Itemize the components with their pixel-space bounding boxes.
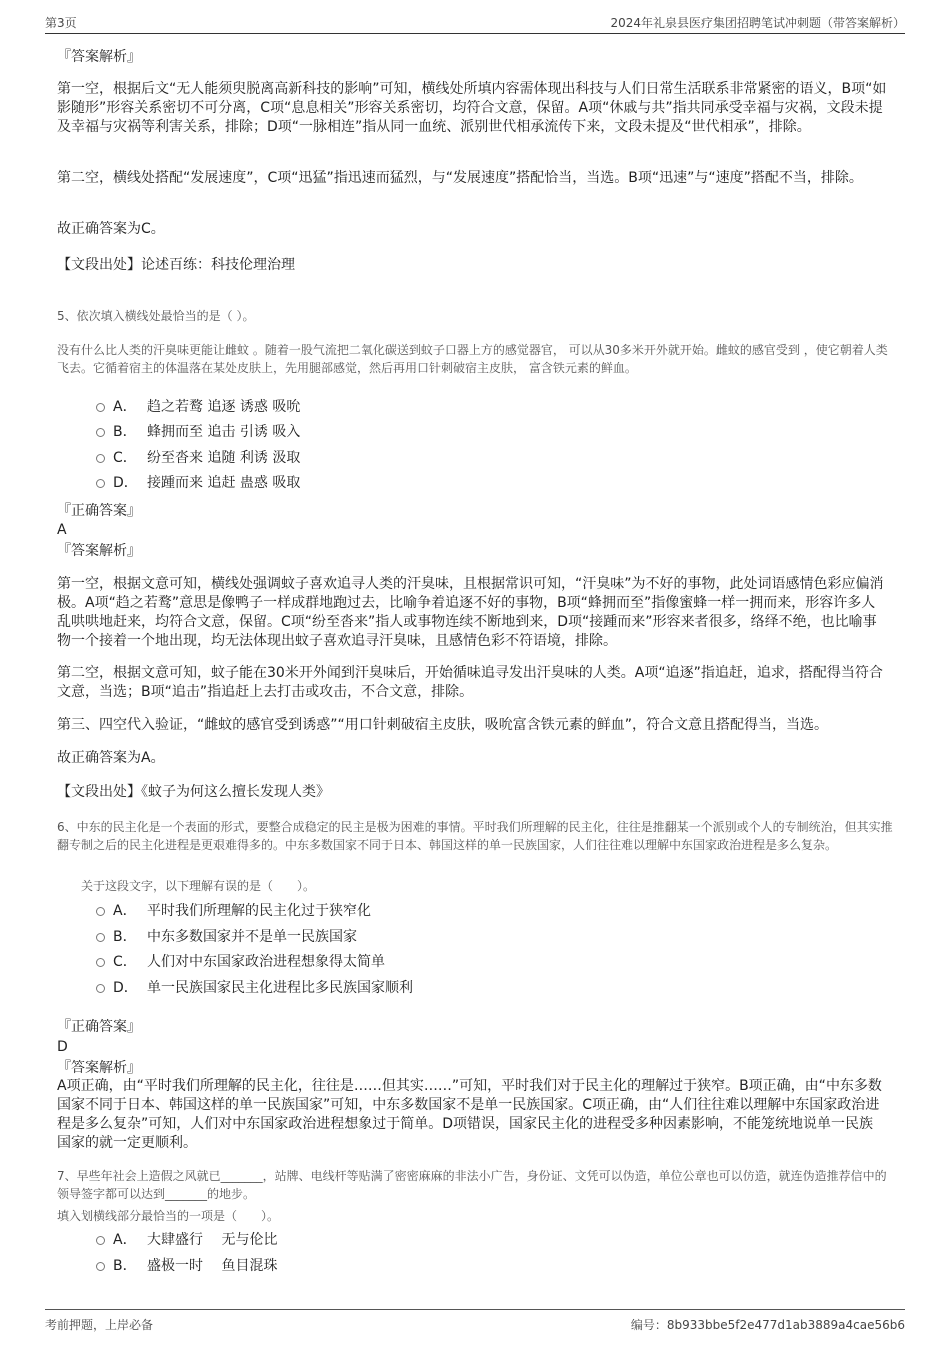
q5-analysis-paragraph: 第一空，根据文意可知，横线处强调蚊子喜欢追寻人类的汗臭味，且根据常识可知，“汗臭味”为不好的事物，此处词语感情色彩应偏消极。A项“趋之若鹜”意思是像鸭子一样成群地跑过去，比喻争着追逐不好的事物，B项“蜂拥而至”指像蜜蜂一样一拥而来，形容许多人乱哄哄地赶来，均符合文意，保留。C项“纷至沓来”指人或事物连续不断地到来，D项“接踵而来”形容来者很多，络绎不绝，也比喻事物一个接着一个地出现，均无法体现出蚊子喜欢追寻汗臭味，且感情色彩不符语境，排除。 bbox=[57, 576, 884, 649]
option-letter: D． bbox=[113, 475, 138, 491]
q4-source: 【文段出处】论述百练：科技伦理治理 bbox=[57, 257, 295, 273]
q4-analysis-paragraph: 第二空，横线处搭配“发展速度”，C项“迅猛”指迅速而猛烈，与“发展速度”搭配恰当，当选。B项“迅速”与“速度”搭配不当，排除。 bbox=[57, 170, 863, 186]
option-letter: B． bbox=[113, 424, 137, 440]
footer-slogan: 考前押题，上岸必备 bbox=[45, 1318, 154, 1332]
q5-option-d[interactable] bbox=[96, 472, 300, 492]
q5-analysis-label: 『答案解析』 bbox=[57, 543, 141, 559]
option-text: 盛极一时 鱼目混珠 bbox=[147, 1258, 278, 1274]
radio-icon[interactable] bbox=[96, 933, 105, 942]
q4-analysis-label: 『答案解析』 bbox=[57, 49, 141, 65]
q5-passage: 没有什么比人类的汗臭味更能让雌蚊 。随着一股气流把二氧化碳送到蚊子口器上方的感觉器官， 可以从30多米开外就开始。雌蚊的感官受到 ，使它朝着人类飞去。它循着宿主的体温落在某处皮肤上，先用腿部感觉，然后再用口针刺破宿主皮肤， 富含铁元素的鲜血。 bbox=[57, 343, 888, 375]
option-letter: C． bbox=[113, 954, 137, 970]
page-number: 第3页 bbox=[45, 16, 77, 30]
radio-icon[interactable] bbox=[96, 1262, 105, 1271]
radio-icon[interactable] bbox=[96, 428, 105, 437]
document-title: 2024年礼泉县医疗集团招聘笔试冲刺题（带答案解析） bbox=[610, 16, 905, 30]
document-code: 编号：8b933bbe5f2e477d1ab3889a4cae56b6 bbox=[630, 1318, 905, 1332]
radio-icon[interactable] bbox=[96, 454, 105, 463]
q7-passage: 7、早些年社会上造假之风就已_______，站牌、电线杆等贴满了密密麻麻的非法小广告，身份证、文凭可以伪造，单位公章也可以仿造，就连伪造推荐信中的领导签字都可以达到_______的地步。 bbox=[57, 1169, 887, 1201]
option-letter: B． bbox=[113, 1258, 137, 1274]
q6-analysis-label: 『答案解析』 bbox=[57, 1060, 141, 1076]
q6-option-d[interactable] bbox=[96, 977, 413, 997]
q5-option-b[interactable] bbox=[96, 421, 300, 441]
q7-question: 填入划横线部分最恰当的一项是（ ）。 bbox=[57, 1209, 280, 1223]
radio-icon[interactable] bbox=[96, 1236, 105, 1245]
q6-answer-label: 『正确答案』 bbox=[57, 1019, 141, 1035]
q6-option-b[interactable] bbox=[96, 926, 357, 946]
radio-icon[interactable] bbox=[96, 479, 105, 488]
q5-source: 【文段出处】《蚊子为何这么擅长发现人类》 bbox=[57, 784, 330, 800]
option-text: 人们对中东国家政治进程想象得太简单 bbox=[147, 954, 385, 970]
q5-option-c[interactable] bbox=[96, 447, 300, 467]
option-text: 接踵而来 追赶 蛊惑 吸取 bbox=[147, 475, 301, 491]
option-text: 大肆盛行 无与伦比 bbox=[147, 1232, 278, 1248]
q6-question: 关于这段文字，以下理解有误的是（ ）。 bbox=[81, 879, 316, 893]
q6-answer: D bbox=[57, 1039, 68, 1055]
q5-answer-statement: 故正确答案为A。 bbox=[57, 750, 165, 766]
q5-answer: A bbox=[57, 522, 67, 538]
radio-icon[interactable] bbox=[96, 907, 105, 916]
option-letter: D． bbox=[113, 980, 138, 996]
q4-analysis-paragraph: 第一空，根据后文“无人能须臾脱离高新科技的影响”可知，横线处所填内容需体现出科技与人们日常生活联系非常紧密的语义，B项“如影随形”形容关系密切不可分离，C项“息息相关”形容关系密切，均符合文意，保留。A项“休戚与共”指共同承受幸福与灾祸，文段未提及幸福与灾祸等利害关系，排除；D项“一脉相连”指从同一血统、派别世代相承流传下来，文段未提及“世代相承”，排除。 bbox=[57, 81, 887, 135]
q6-passage: 6、中东的民主化是一个表面的形式，要整合成稳定的民主是极为困难的事情。平时我们所理解的民主化，往往是推翻某一个派别或个人的专制统治，但其实推翻专制之后的民主化进程是更艰难得多的。中东多数国家不同于日本、韩国这样的单一民族国家，人们往往难以理解中东国家政治进程是多么复杂。 bbox=[57, 820, 893, 852]
page-footer bbox=[45, 1309, 905, 1340]
q7-option-a[interactable] bbox=[96, 1229, 277, 1249]
option-text: 纷至沓来 追随 利诱 汲取 bbox=[147, 450, 301, 466]
option-letter: C． bbox=[113, 450, 137, 466]
q7-option-b[interactable] bbox=[96, 1255, 277, 1275]
option-text: 平时我们所理解的民主化过于狭窄化 bbox=[147, 903, 371, 919]
option-text: 中东多数国家并不是单一民族国家 bbox=[147, 929, 357, 945]
option-text: 蜂拥而至 追击 引诱 吸入 bbox=[147, 424, 301, 440]
q6-analysis-paragraph: A项正确，由“平时我们所理解的民主化，往往是……但其实……”可知，平时我们对于民主化的理解过于狭窄。B项正确，由“中东多数国家不同于日本、韩国这样的单一民族国家”可知，中东多数国家不是单一民族国家。C项正确，由“人们往往难以理解中东国家政治进程是多么复杂”可知，人们对中东国家政治进程想象过于简单。D项错误，国家民主化的进程受多种因素影响，不能笼统地说单一民族国家的就一定更顺利。 bbox=[57, 1078, 882, 1151]
q5-analysis-paragraph: 第二空，根据文意可知，蚊子能在30米开外闻到汗臭味后，开始循味追寻发出汗臭味的人类。A项“追逐”指追赶，追求，搭配得当符合文意，当选；B项“追击”指追赶上去打击或攻击，不合文意，排除。 bbox=[57, 665, 883, 700]
radio-icon[interactable] bbox=[96, 958, 105, 967]
q5-answer-label: 『正确答案』 bbox=[57, 503, 141, 519]
option-text: 单一民族国家民主化进程比多民族国家顺利 bbox=[147, 980, 413, 996]
radio-icon[interactable] bbox=[96, 984, 105, 993]
option-letter: A． bbox=[113, 399, 137, 415]
radio-icon[interactable] bbox=[96, 403, 105, 412]
q6-option-a[interactable] bbox=[96, 900, 371, 920]
q5-option-a[interactable] bbox=[96, 396, 300, 416]
q5-analysis-paragraph: 第三、四空代入验证，“雌蚊的感官受到诱惑”“用口针刺破宿主皮肤，吸吮富含铁元素的鲜血”，符合文意且搭配得当，当选。 bbox=[57, 717, 829, 733]
option-text: 趋之若鹜 追逐 诱惑 吸吮 bbox=[147, 399, 301, 415]
option-letter: A． bbox=[113, 903, 137, 919]
page-header bbox=[45, 0, 905, 34]
q6-option-c[interactable] bbox=[96, 951, 385, 971]
q5-question: 5、依次填入横线处最恰当的是（ ）。 bbox=[57, 309, 255, 323]
option-letter: B． bbox=[113, 929, 137, 945]
option-letter: A． bbox=[113, 1232, 137, 1248]
q4-answer-statement: 故正确答案为C。 bbox=[57, 221, 165, 237]
